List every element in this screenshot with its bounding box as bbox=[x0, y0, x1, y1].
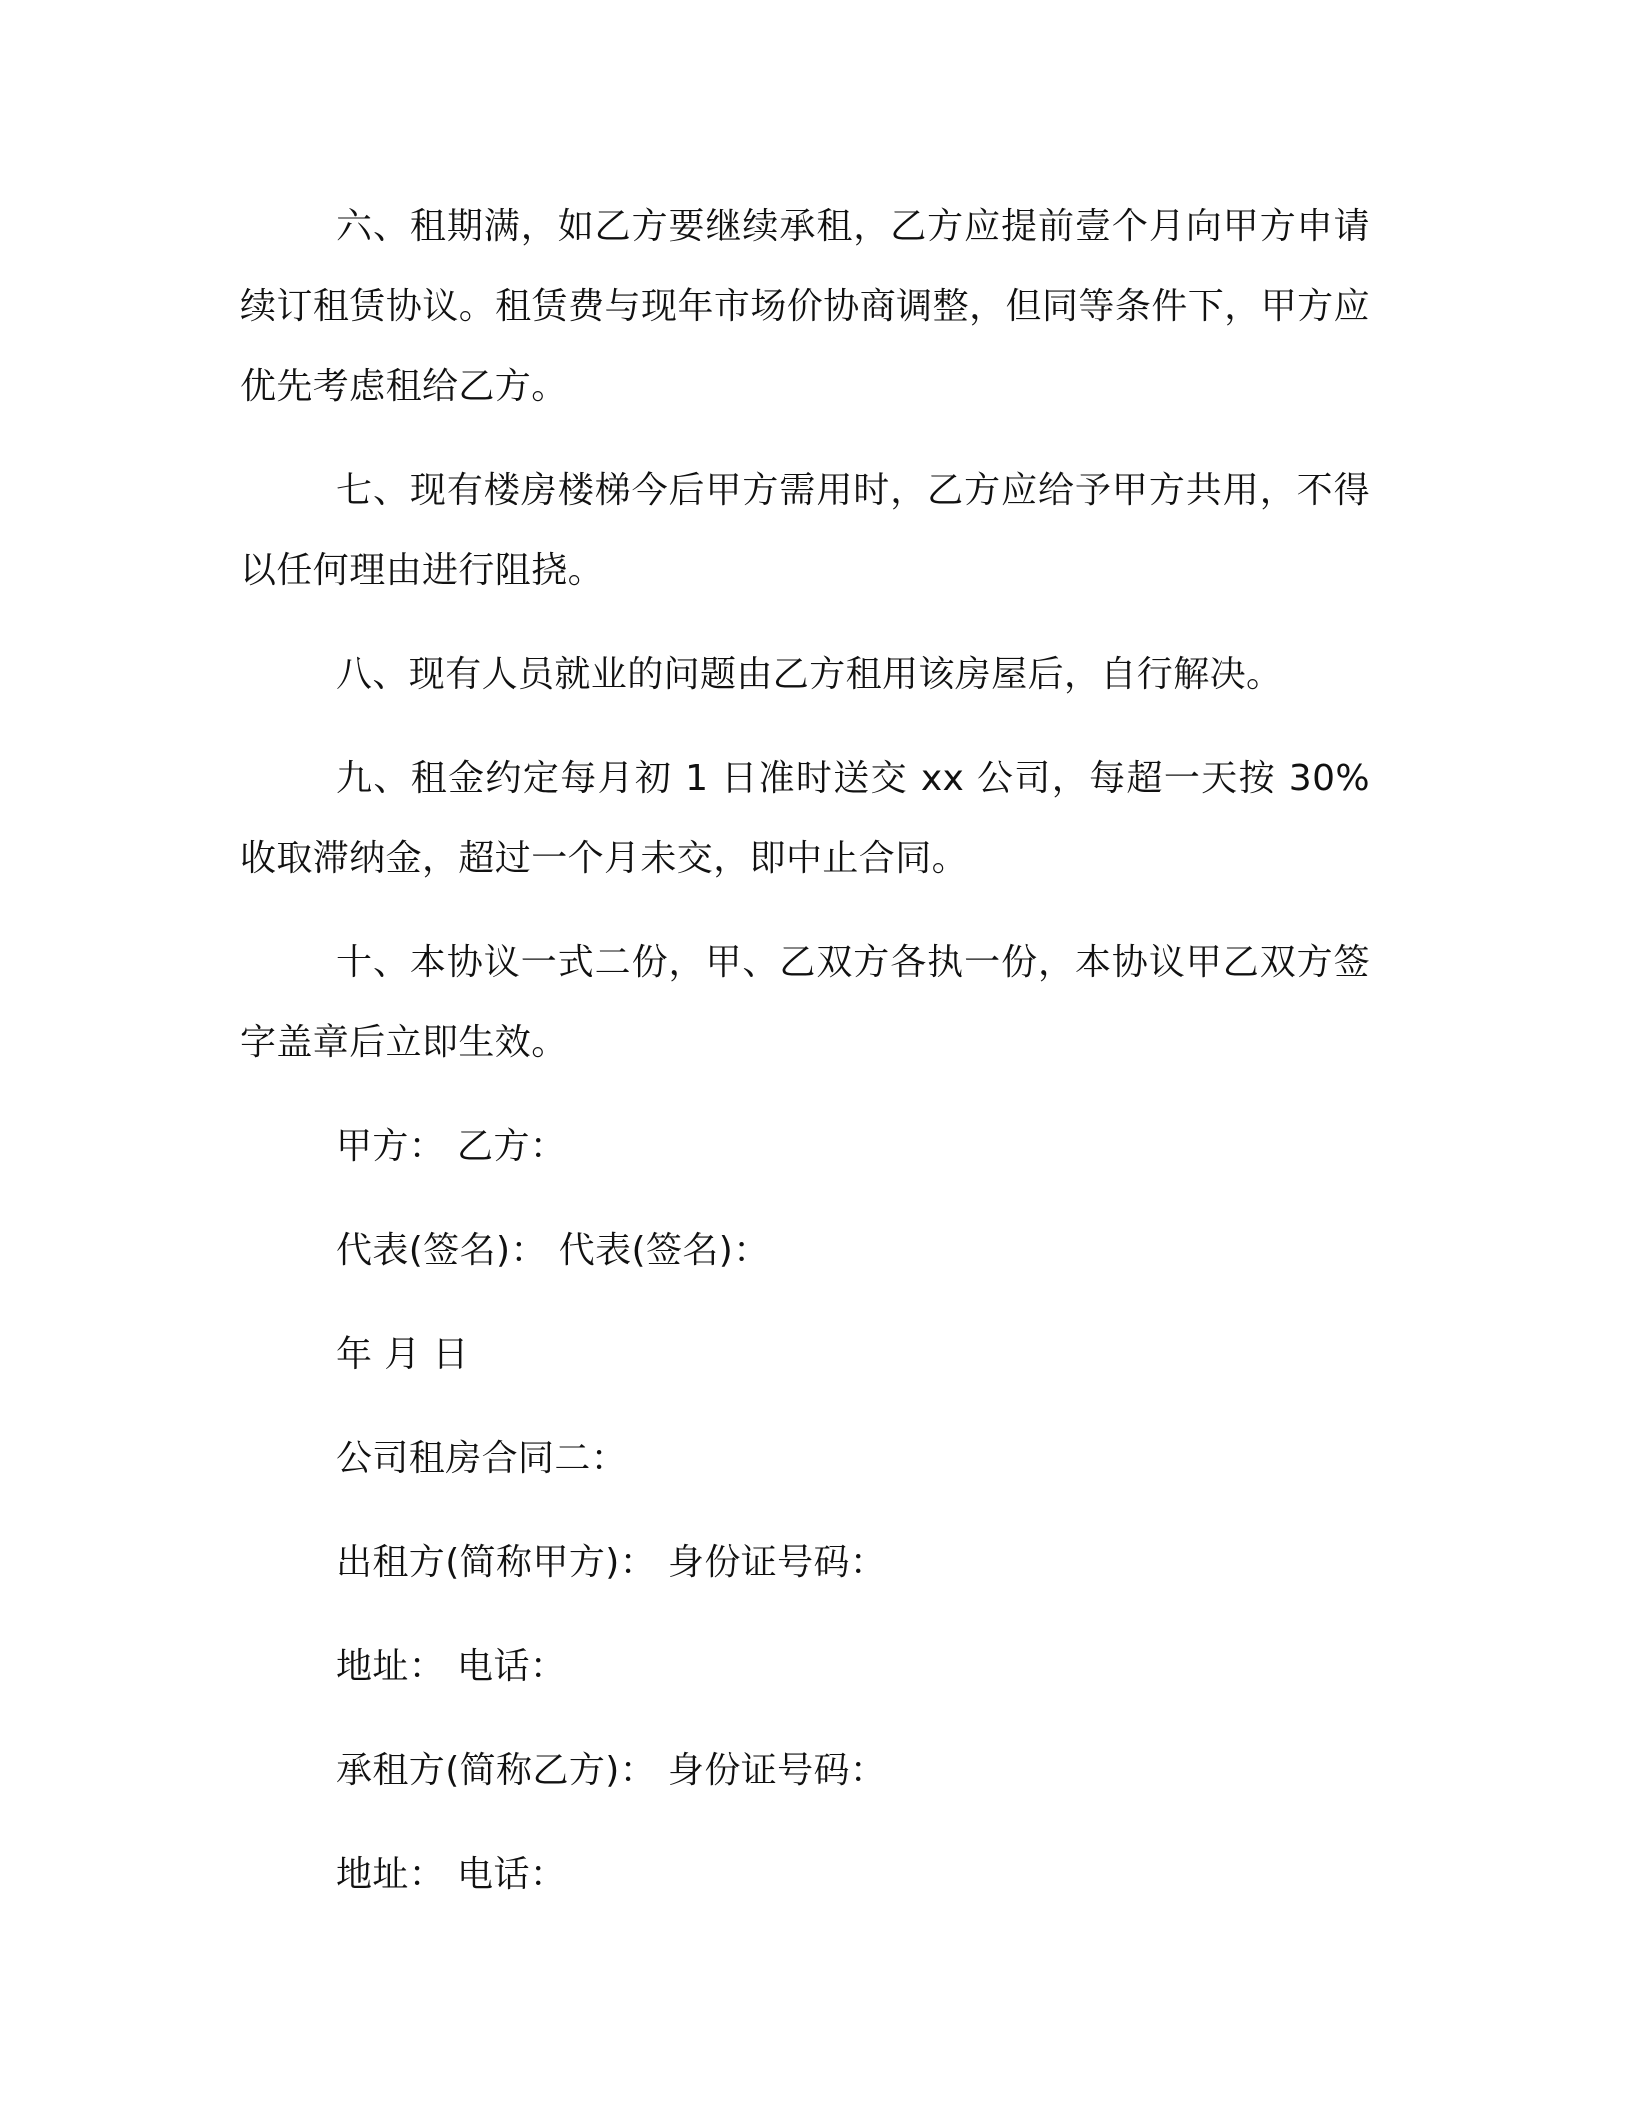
lessee-line: 承租方(简称乙方)： 身份证号码： bbox=[336, 1750, 887, 1791]
date-line: 年 月 日 bbox=[336, 1334, 469, 1375]
clause-8: 八、现有人员就业的问题由乙方租用该房屋后，自行解决。 bbox=[336, 654, 1283, 695]
party-signature-line: 甲方： 乙方： bbox=[336, 1126, 567, 1167]
contract-two-heading: 公司租房合同二： bbox=[336, 1438, 628, 1479]
document-body bbox=[240, 187, 1370, 1915]
lessee-address-phone-line: 地址： 电话： bbox=[336, 1854, 567, 1895]
lessor-address-phone-line: 地址： 电话： bbox=[336, 1646, 567, 1687]
representative-signature-line: 代表(签名)： 代表(签名)： bbox=[336, 1230, 770, 1271]
clause-10: 十、本协议一式二份，甲、乙双方各执一份，本协议甲乙双方签字盖章后立即生效。 bbox=[240, 942, 1370, 1063]
lessor-line: 出租方(简称甲方)： 身份证号码： bbox=[336, 1542, 887, 1583]
clause-7: 七、现有楼房楼梯今后甲方需用时，乙方应给予甲方共用，不得以任何理由进行阻挠。 bbox=[240, 470, 1370, 591]
clause-9: 九、租金约定每月初 1 日准时送交 xx 公司，每超一天按 30%收取滞纳金，超过一个月未交，即中止合同。 bbox=[240, 758, 1370, 879]
clause-6: 六、租期满，如乙方要继续承租，乙方应提前壹个月向甲方申请续订租赁协议。租赁费与现年市场价协商调整，但同等条件下，甲方应优先考虑租给乙方。 bbox=[240, 206, 1370, 407]
